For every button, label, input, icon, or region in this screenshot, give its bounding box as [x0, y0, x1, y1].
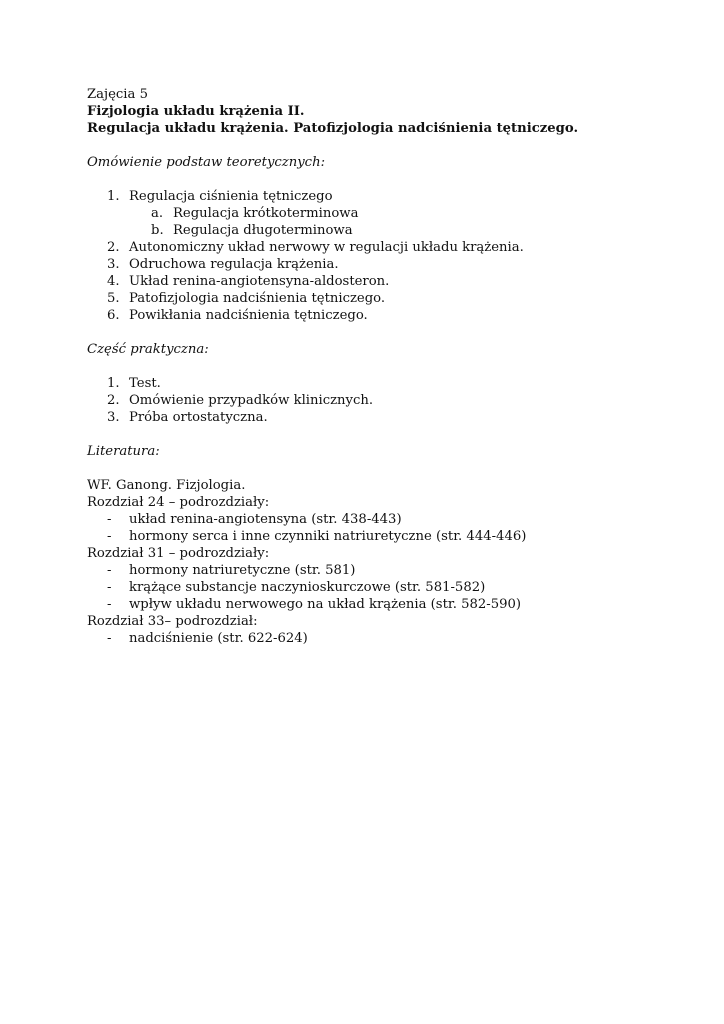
sub-list-item — [87, 205, 687, 222]
list-item — [87, 307, 687, 324]
list-item — [87, 528, 687, 545]
list-item — [87, 188, 687, 205]
list-item-text: wpływ układu nerwowego na układ krążenia (str. 582-590) — [129, 597, 522, 612]
list-item-text: Regulacja ciśnienia tętniczego — [129, 189, 333, 204]
list-item — [87, 562, 687, 579]
list-item-text: Omówienie przypadków klinicznych. — [129, 393, 374, 408]
list-item-text: hormony natriuretyczne (str. 581) — [129, 563, 356, 578]
dash-bullet: - — [107, 631, 112, 646]
list-item — [87, 256, 687, 273]
list-item-text: Patofizjologia nadciśnienia tętniczego. — [129, 291, 386, 306]
list-item — [87, 273, 687, 290]
dash-bullet: - — [107, 512, 112, 527]
list-item-number: 6. — [107, 308, 120, 323]
document-page — [87, 86, 687, 647]
list-item-text: Test. — [129, 376, 161, 391]
document-subtitle: Regulacja układu krążenia. Patofizjologia nadciśnienia tętniczego. — [87, 121, 579, 136]
practical-heading: Część praktyczna: — [87, 342, 209, 357]
list-item-text: układ renina-angiotensyna (str. 438-443) — [129, 512, 402, 527]
list-item-text: Próba ortostatyczna. — [129, 410, 268, 425]
dash-bullet: - — [107, 580, 112, 595]
list-item-text: nadciśnienie (str. 622-624) — [129, 631, 308, 646]
dash-bullet: - — [107, 529, 112, 544]
sub-list-item-text: Regulacja długoterminowa — [173, 223, 353, 238]
list-item-text: Odruchowa regulacja krążenia. — [129, 257, 339, 272]
chapter-label: Rozdział 24 – podrozdziały: — [87, 495, 270, 510]
list-item-text: Powikłania nadciśnienia tętniczego. — [129, 308, 368, 323]
dash-bullet: - — [107, 597, 112, 612]
theory-heading: Omówienie podstaw teoretycznych: — [87, 155, 326, 170]
list-item-number: 2. — [107, 240, 120, 255]
list-item-text: Autonomiczny układ nerwowy w regulacji układu krążenia. — [129, 240, 524, 255]
document-title: Fizjologia układu krążenia II. — [87, 104, 305, 119]
sub-list-item-text: Regulacja krótkoterminowa — [173, 206, 359, 221]
list-item — [87, 375, 687, 392]
chapter-label: Rozdział 31 – podrozdziały: — [87, 546, 270, 561]
list-item-number: 2. — [107, 393, 120, 408]
list-item-text: hormony serca i inne czynniki natriuretyczne (str. 444-446) — [129, 529, 527, 544]
sub-list-item — [87, 222, 687, 239]
list-item-number: 5. — [107, 291, 120, 306]
list-item-number: 1. — [107, 189, 120, 204]
list-item — [87, 392, 687, 409]
list-item-number: 3. — [107, 257, 120, 272]
list-item-text: Układ renina-angiotensyna-aldosteron. — [129, 274, 390, 289]
list-item-number: 1. — [107, 376, 120, 391]
dash-bullet: - — [107, 563, 112, 578]
list-item — [87, 409, 687, 426]
list-item — [87, 511, 687, 528]
chapter-label: Rozdział 33– podrozdział: — [87, 614, 258, 629]
sub-list-item-letter: b. — [151, 223, 164, 238]
list-item — [87, 596, 687, 613]
list-item — [87, 630, 687, 647]
list-item — [87, 290, 687, 307]
list-item-number: 3. — [107, 410, 120, 425]
list-item — [87, 239, 687, 256]
list-item — [87, 579, 687, 596]
book-reference: WF. Ganong. Fizjologia. — [87, 478, 246, 493]
session-label: Zajęcia 5 — [87, 87, 148, 102]
list-item-text: krążące substancje naczynioskurczowe (str. 581-582) — [129, 580, 486, 595]
literature-heading: Literatura: — [87, 444, 160, 459]
list-item-number: 4. — [107, 274, 120, 289]
sub-list-item-letter: a. — [151, 206, 164, 221]
